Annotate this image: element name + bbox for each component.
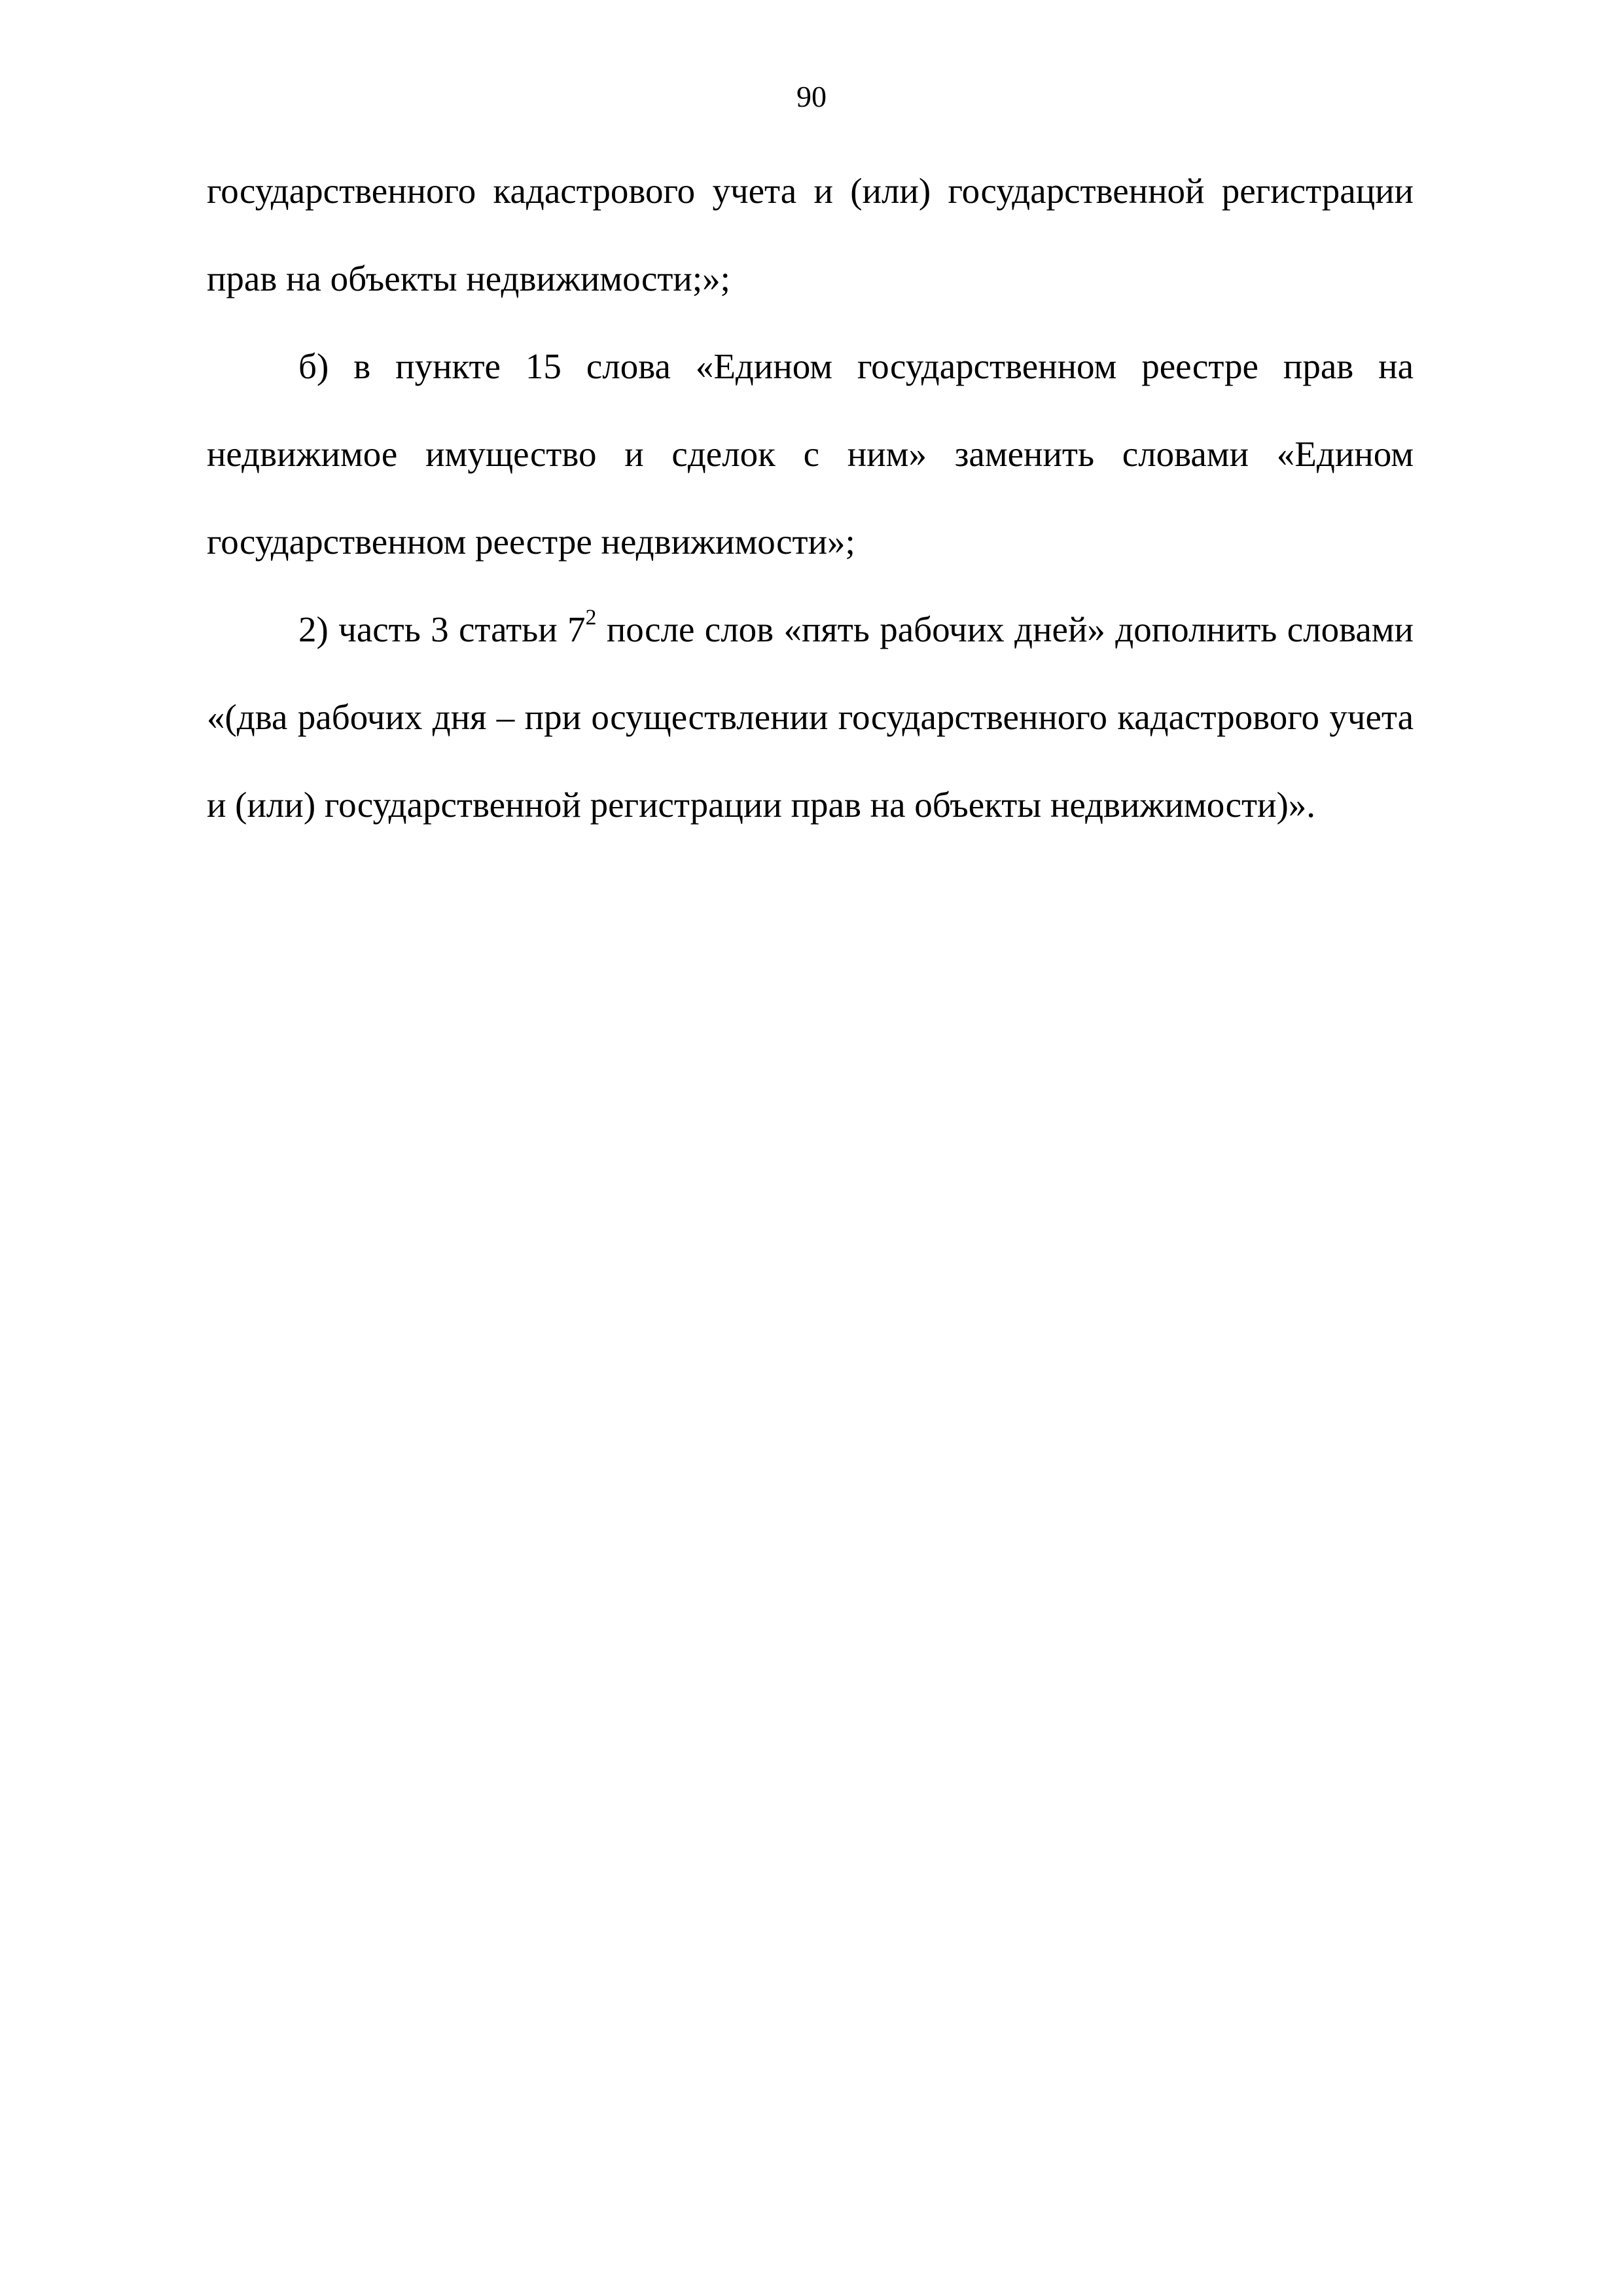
superscript-index: 2	[585, 605, 597, 630]
paragraph-item-2	[207, 586, 1414, 849]
page-number: 90	[796, 80, 827, 113]
paragraph-item-b: б) в пункте 15 слова «Едином государственном реестре прав на недвижимое имущество и сделок с ним» заменить словами «Едином государственном реестре недвижимости»;	[207, 346, 1414, 562]
document-body	[207, 147, 1414, 849]
paragraph-item-2-end: после слов «пять рабочих дней» дополнить словами «(два рабочих дня – при осуществлении государственного кадастрового учета и (или) государственной регистрации прав на объекты недвижимости)».	[207, 609, 1414, 825]
paragraph-continuation: государственного кадастрового учета и (или) государственной регистрации прав на объекты недвижимости;»;	[207, 171, 1414, 298]
paragraph-item-2-start: 2) часть 3 статьи 7	[298, 609, 586, 649]
